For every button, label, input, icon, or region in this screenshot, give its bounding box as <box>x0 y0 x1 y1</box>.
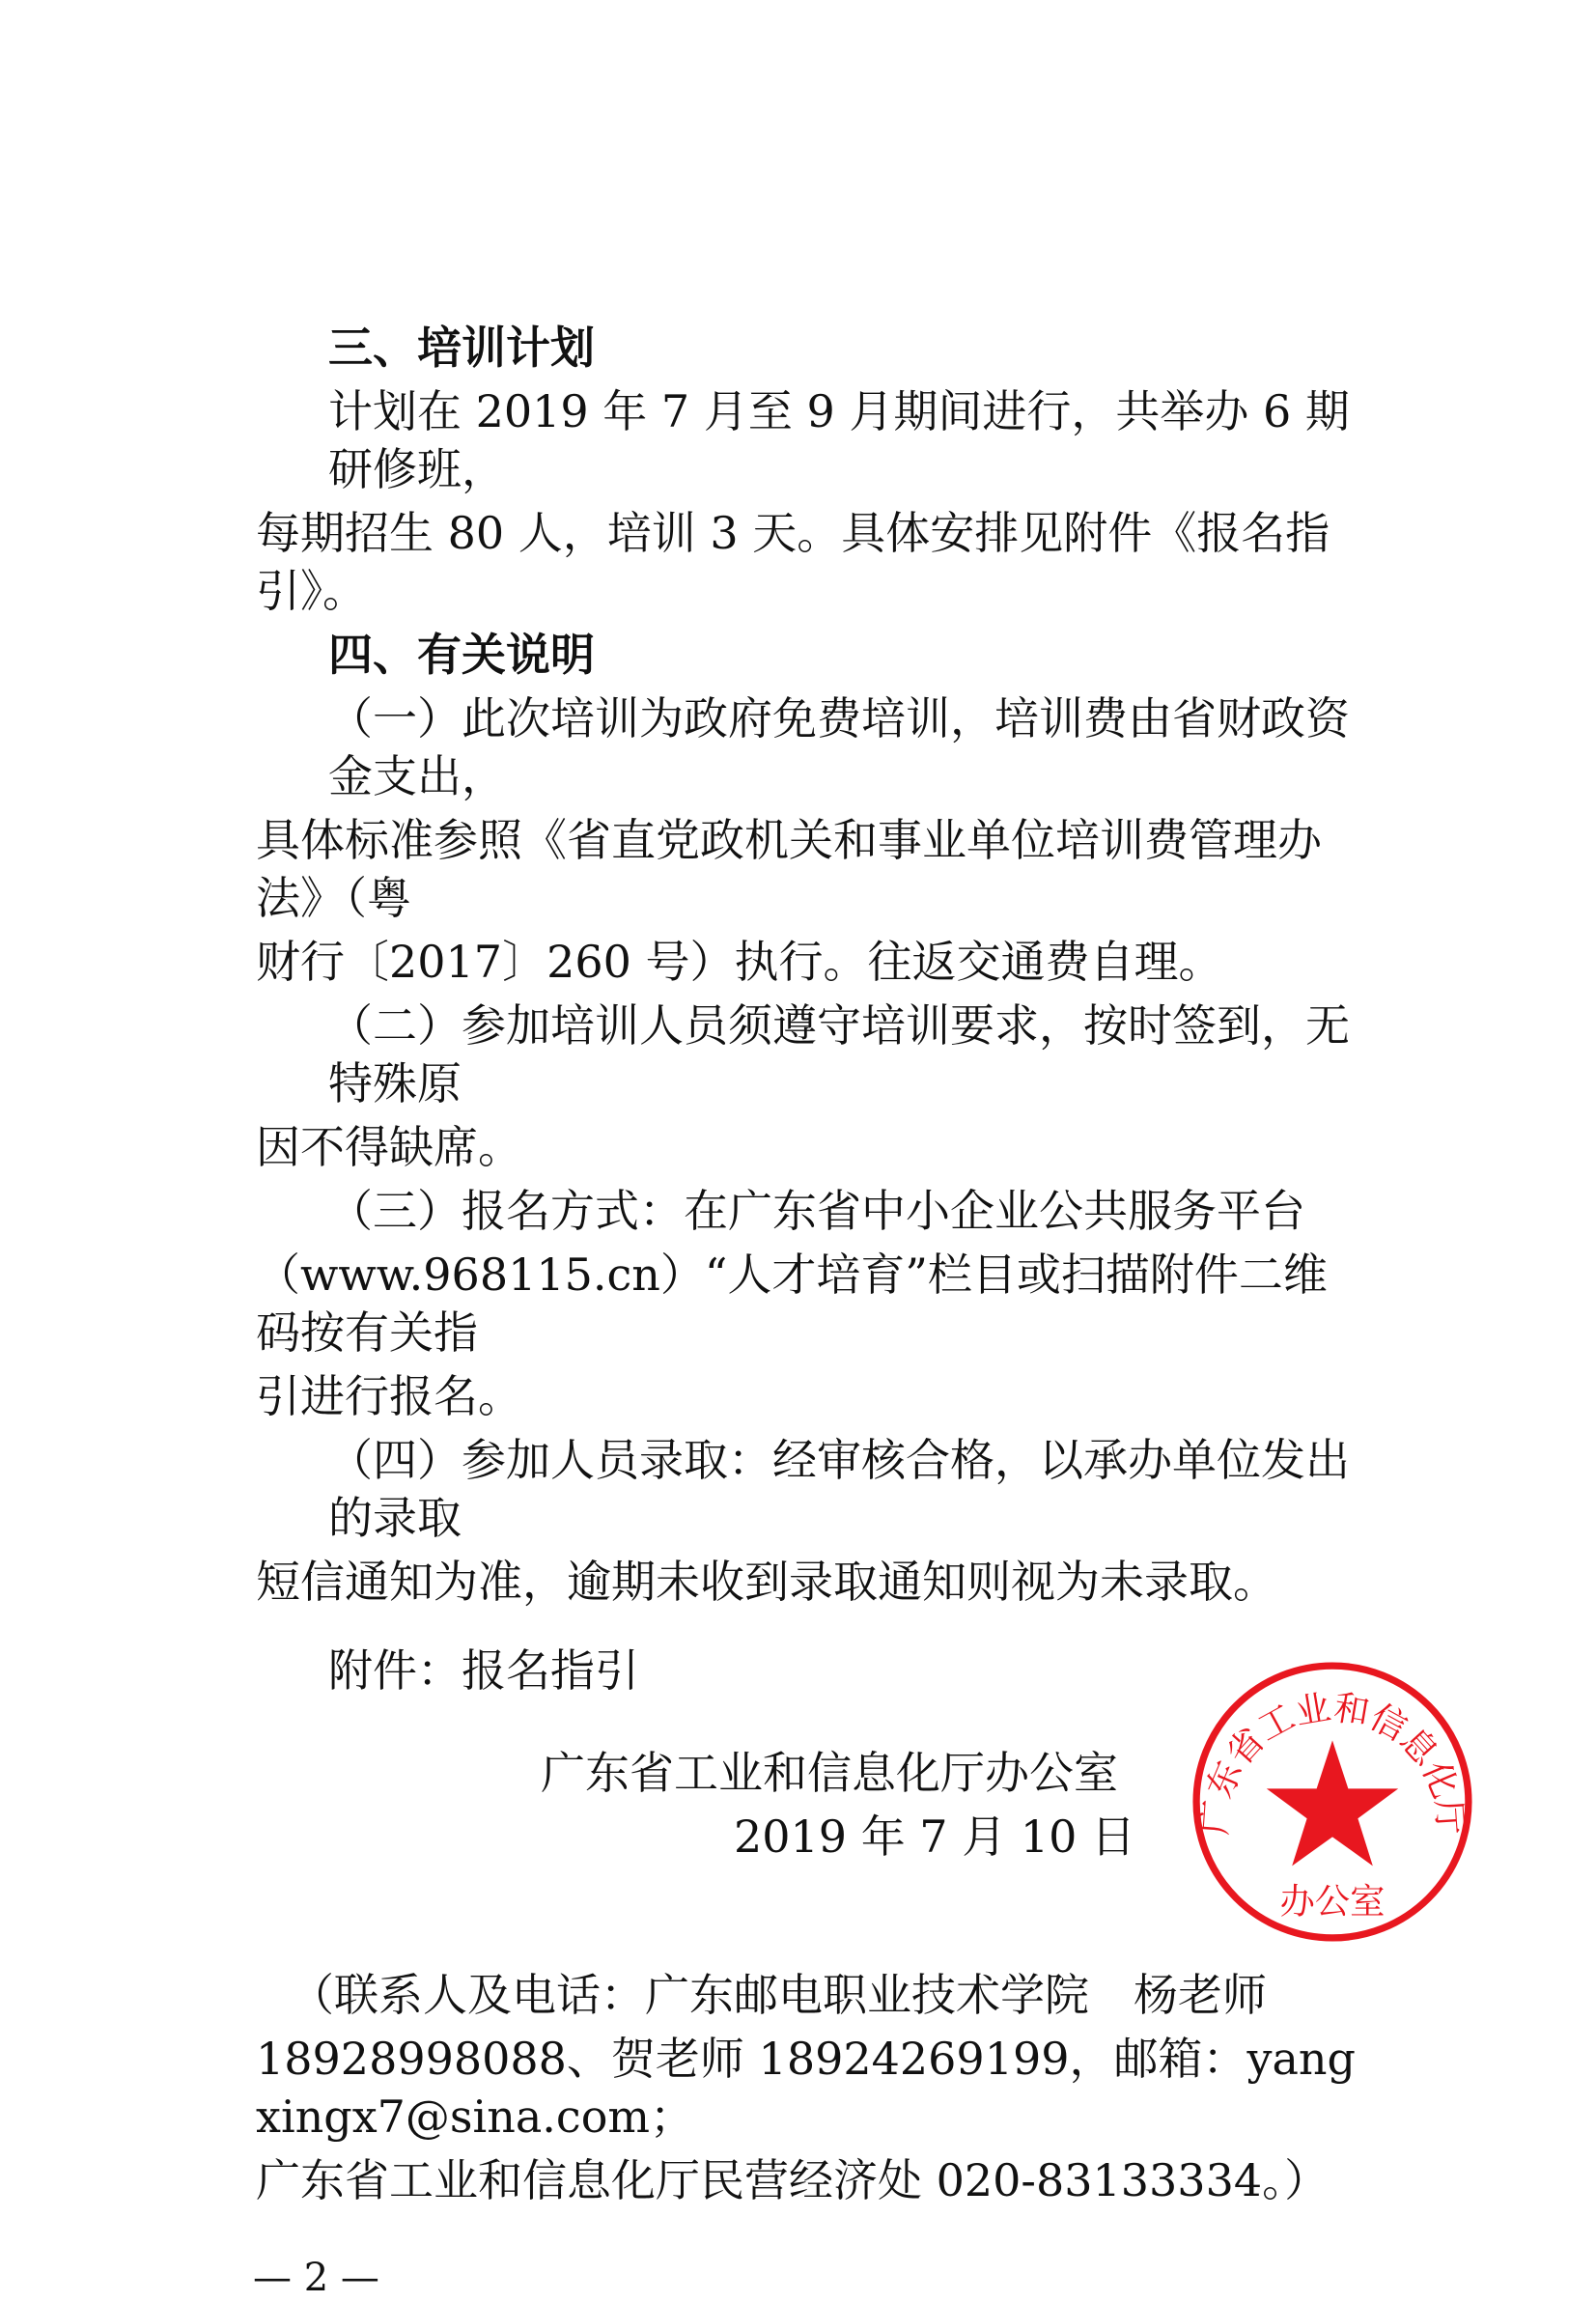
paragraph-line: 短信通知为准，逾期未收到录取通知则视为未录取。 <box>256 1556 1277 1608</box>
paragraph-line: （二）参加培训人员须遵守培训要求，按时签到，无特殊原 <box>328 999 1350 1109</box>
contact-line: （联系人及电话：广东邮电职业技术学院 杨老师 <box>290 1969 1267 2021</box>
paragraph-line: 引进行报名。 <box>256 1370 522 1422</box>
seal-center-text: 办公室 <box>1279 1880 1386 1923</box>
seal-ring-text: 广东省工业和信息化厅 <box>1192 1686 1472 1837</box>
paragraph-line: 财行〔2017〕260 号）执行。往返交通费自理。 <box>256 936 1223 988</box>
paragraph-line: （四）参加人员录取：经审核合格，以承办单位发出的录取 <box>328 1434 1350 1544</box>
seal-star-icon <box>1267 1740 1398 1866</box>
paragraph-line: （一）此次培训为政府免费培训，培训费由省财政资金支出， <box>328 692 1350 802</box>
attachment-note: 附件：报名指引 <box>328 1644 639 1697</box>
page-number: — 2 — <box>253 2256 379 2300</box>
signature-date: 2019 年 7 月 10 日 <box>734 1811 1135 1863</box>
official-seal-stamp <box>1188 1657 1477 1947</box>
paragraph-line: 计划在 2019 年 7 月至 9 月期间进行，共举办 6 期研修班， <box>328 385 1350 495</box>
paragraph-line: 因不得缺席。 <box>256 1121 522 1173</box>
paragraph-line: （www.968115.cn）“人才培育”栏目或扫描附件二维码按有关指 <box>256 1249 1328 1359</box>
paragraph-line: 具体标准参照《省直党政机关和事业单位培训费管理办法》（粤 <box>256 814 1322 924</box>
paragraph-line: （三）报名方式：在广东省中小企业公共服务平台 <box>328 1185 1305 1237</box>
contact-line: 18928998088、贺老师 18924269199，邮箱：yangxingx7@sina.com； <box>256 2033 1356 2143</box>
contact-line: 广东省工业和信息化厅民营经济处 020-83133334。） <box>256 2154 1330 2206</box>
section-heading-notes: 四、有关说明 <box>328 629 595 681</box>
signature-org: 广东省工业和信息化厅办公室 <box>541 1747 1118 1799</box>
section-heading-training-plan: 三、培训计划 <box>328 322 595 374</box>
paragraph-line: 每期招生 80 人，培训 3 天。具体安排见附件《报名指引》。 <box>256 507 1330 617</box>
